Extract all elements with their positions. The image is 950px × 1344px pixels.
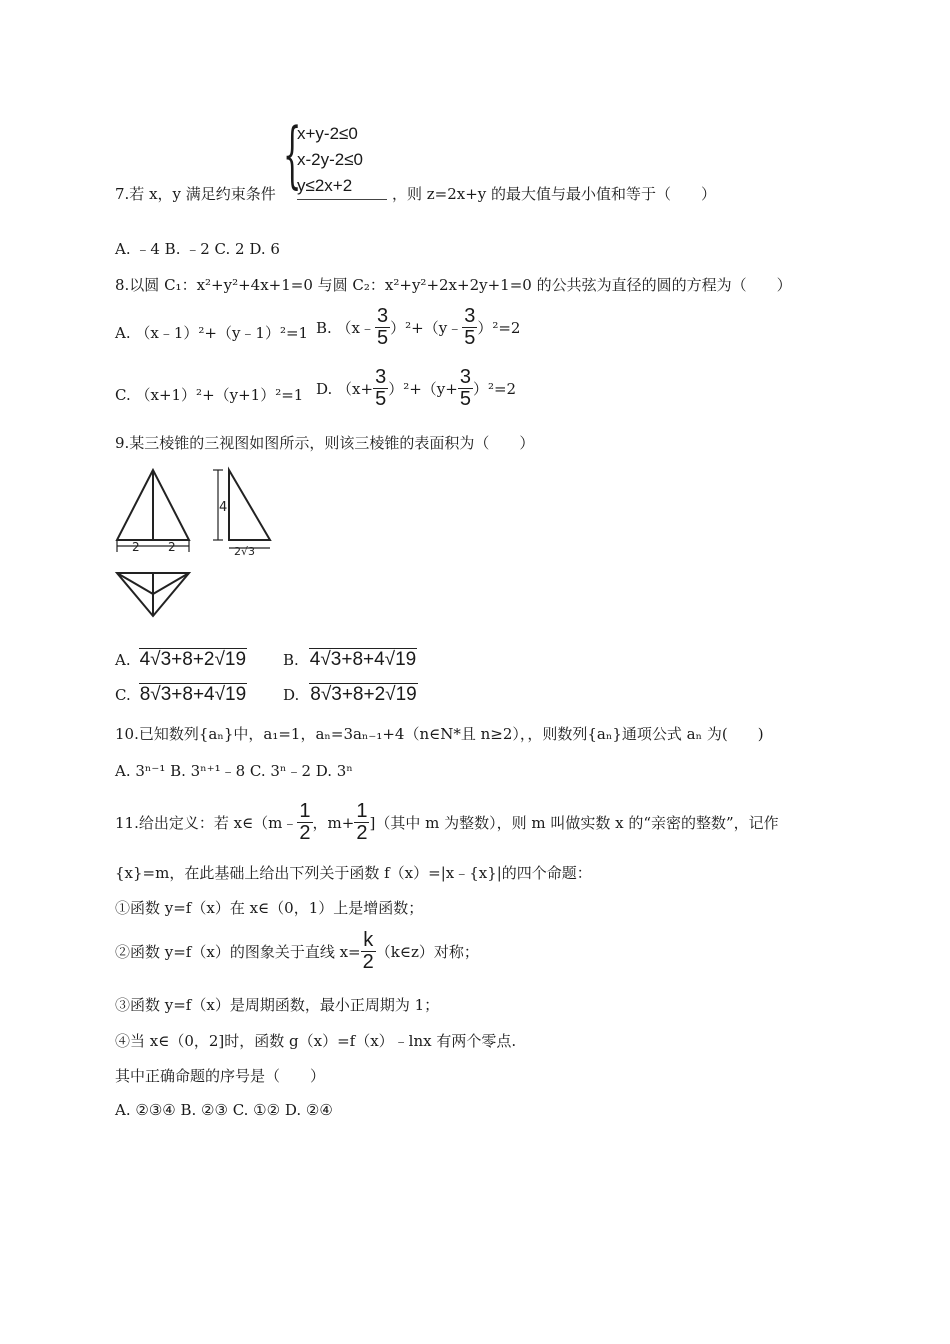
system-brace: { [283,112,302,196]
constraint-3: y≤2x+2 [297,173,387,200]
q11-proposition-4: ④当 x∈（0，2]时，函数 g（x）=f（x）﹣lnx 有两个零点. [115,1032,517,1050]
front-view [117,470,189,552]
constraint-2: x-2y-2≤0 [297,150,364,169]
q11-stem-c: ]（其中 m 为整数），则 m 叫做实数 x 的“亲密的整数”，记作 [369,813,779,832]
side-height-dimension: 4 [219,500,228,515]
q9-stem: 9.某三棱锥的三视图如图所示，则该三棱锥的表面积为（ ） [115,434,535,452]
q9-a-value: 4√3+8+2√19 [139,649,247,670]
q8-option-a: A. （x﹣1）²+（y﹣1）²=1 [115,324,309,342]
q11-p2-a: ②函数 y=f（x）的图象关于直线 x= [115,942,361,961]
side-base-dimension: 2√3 [234,545,256,558]
q8-b-mid: ）²+（y﹣ [390,319,463,337]
q8-option-c: C. （x+1）²+（y+1）²=1 [115,386,304,404]
fraction-three-fifths: $\frac{3}{5}$ [464,305,476,349]
q11-stem-b: ，m+ [312,813,355,832]
q11-proposition-2 [115,925,479,977]
front-left-dimension: 2 [132,540,140,554]
q11-line2: {x}=m，在此基础上给出下列关于函数 f（x）=|x﹣{x}|的四个命题： [115,864,592,882]
constraint-1: x+y-2≤0 [297,124,358,143]
q11-proposition-1: ①函数 y=f（x）在 x∈（0，1）上是增函数； [115,899,424,917]
q9-d-value: 8√3+8+2√19 [310,684,417,705]
q7-suffix: ，则 z=2x+y 的最大值与最小值和等于（ ） [392,185,717,203]
q11-options: A. ②③④ B. ②③ C. ①② D. ②④ [115,1101,333,1119]
constraint-system [297,121,387,200]
fraction-one-half: $\frac{1}{2}$ [299,799,311,844]
top-view [117,573,189,616]
q8-d-end: ）²=2 [472,380,517,398]
fraction-three-fifths: $\frac{3}{5}$ [375,366,387,410]
q8-b-label: B. （x﹣ [316,319,376,337]
q8-b-end: ）²=2 [477,319,521,337]
q9-c-value: 8√3+8+4√19 [139,684,247,705]
q11-ask: 其中正确命题的序号是（ ） [115,1067,326,1085]
fraction-three-fifths: $\frac{3}{5}$ [377,305,389,349]
front-right-dimension: 2 [168,540,176,554]
q10-stem: 10.已知数列{aₙ}中，a₁=1，aₙ=3aₙ₋₁+4（n∈N*且 n≥2），，则数列{aₙ}通项公式 aₙ 为( ) [115,725,764,743]
fraction-k-half: $\frac{k}{2}$ [362,928,374,973]
q10-options: A. 3ⁿ⁻¹ B. 3ⁿ⁺¹﹣8 C. 3ⁿ﹣2 D. 3ⁿ [115,762,353,780]
q9-option-a [115,648,247,671]
three-view-figure [112,466,282,626]
q9-option-b [283,648,417,671]
q8-option-b [316,306,520,349]
q8-d-mid: ）²+（y+ [388,380,458,398]
q9-b-value: 4√3+8+4√19 [309,649,417,670]
q9-option-d [283,683,418,706]
q11-stem [115,792,779,852]
q7-options: A. ﹣4 B. ﹣2 C. 2 D. 6 [115,240,280,258]
q11-stem-a: 11.给出定义：若 x∈（m﹣ [115,813,298,832]
fraction-three-fifths: $\frac{3}{5}$ [459,366,471,410]
q8-option-d [316,367,516,410]
q9-option-c [115,683,247,706]
q7-prefix: 7.若 x，y 满足约束条件 [115,185,276,203]
q11-p2-b: （k∈z）对称； [375,942,479,961]
q8-stem: 8.以圆 C₁：x²+y²+4x+1=0 与圆 C₂：x²+y²+2x+2y+1=0 的公共弦为直径的圆的方程为（ ） [115,276,792,294]
q9-c-label: C. [115,685,131,704]
q9-d-label: D. [283,685,300,704]
q11-proposition-3: ③函数 y=f（x）是周期函数，最小正周期为 1； [115,996,440,1014]
fraction-one-half: $\frac{1}{2}$ [356,799,368,844]
q9-a-label: A. [115,650,131,669]
q9-b-label: B. [283,650,299,669]
q8-d-label: D. （x+ [316,380,374,398]
